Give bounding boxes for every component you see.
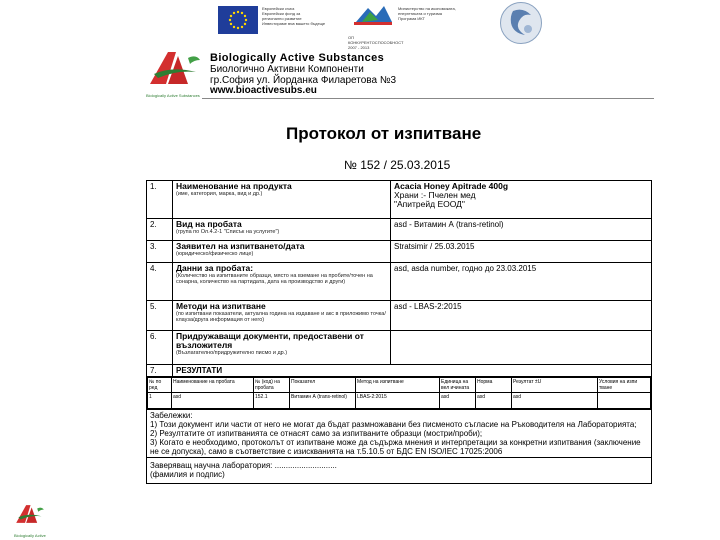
row-label: Методи на изпитване xyxy=(176,301,266,311)
company-name-en: Biologically Active Substances xyxy=(210,52,385,64)
lab-row xyxy=(147,458,652,484)
sample-data: asd, asda number, годно до 23.03.2015 xyxy=(391,263,652,301)
table-row xyxy=(147,263,652,301)
document-number: № 152 / 25.03.2015 xyxy=(344,158,451,172)
results-table xyxy=(147,377,651,409)
cell: asd xyxy=(512,393,598,409)
cell: asd xyxy=(476,393,512,409)
product-name: Acacia Honey Apitrade 400g xyxy=(394,181,509,191)
applicant: Stratsimir / 25.03.2015 xyxy=(391,241,652,263)
row-label: Заявител на изпитването/дата xyxy=(176,241,305,251)
note-line: 1) Този документ или части от него не могат да бъдат размножавани без писменото съгласие на Ръководителя на Лабораторията; xyxy=(150,420,637,429)
row-label: Наименование на продукта xyxy=(176,181,292,191)
results-table-row xyxy=(147,377,652,410)
row-number: 2. xyxy=(147,219,173,241)
row-sublabel: (име, категория, марка, вид и др.) xyxy=(176,191,263,197)
cell: asd xyxy=(172,393,254,409)
row-sublabel: (юридическо/физическо лице) xyxy=(176,251,254,257)
eu-flag-logo xyxy=(218,6,258,34)
col-header: № по ред xyxy=(148,378,172,393)
ict-program-logo xyxy=(500,2,542,44)
results-container xyxy=(147,377,652,410)
notes xyxy=(147,410,652,458)
row-sublabel: (по изпитвани показатели, актуална година на издаване и акс в приложимо точка/клауза/друга информация от него) xyxy=(176,311,386,323)
table-row xyxy=(147,241,652,263)
company-address: гр.София ул. Йорданка Филаретова №3 xyxy=(210,75,397,86)
note-line: 2) Резултатите от изпитванията се отнасят само за изпитваните образци (мостри/проби); xyxy=(150,429,483,438)
row-number: 5. xyxy=(147,301,173,331)
col-header: Условия на изпи тване xyxy=(598,378,651,393)
product-company: "Апитрейд ЕООД" xyxy=(394,199,465,209)
results-header-row xyxy=(147,365,652,377)
row-label: Вид на пробата xyxy=(176,219,242,229)
test-method: asd - LBAS-2:2015 xyxy=(391,301,652,331)
accompanying-docs xyxy=(391,331,652,365)
lab-line: Заверяващ научна лаборатория: ............................ xyxy=(150,461,337,470)
row-sublabel: (Количество на изпитваните образци, място на вземане на пробите/точен на сонарна, количество на партидата, дата на производство и други) xyxy=(176,273,373,285)
row-value-cell xyxy=(391,181,652,219)
sample-type: asd - Витамин А (trans-retinol) xyxy=(391,219,652,241)
cell: 1 xyxy=(148,393,172,409)
table-row xyxy=(147,181,652,219)
col-header: № (код) на пробата xyxy=(254,378,290,393)
row-label-cell xyxy=(173,219,391,241)
lab-signature-caption: (фамилия и подпис) xyxy=(150,470,225,479)
company-logo-caption: Biologically Active Substances xyxy=(146,93,200,98)
row-number: 3. xyxy=(147,241,173,263)
row-label-cell xyxy=(173,331,391,365)
company-name-bg: Биологично Активни Компоненти xyxy=(210,64,364,75)
header-divider xyxy=(202,98,654,99)
col-header: Наименование на пробата xyxy=(172,378,254,393)
row-sublabel: (Възлагателно/придружително писмо и др.) xyxy=(176,350,288,356)
row-label: Придружаващи документи, предоставени от възложителя xyxy=(176,331,364,350)
cell: asd xyxy=(440,393,476,409)
row-number: 1. xyxy=(147,181,173,219)
col-header: Норма xyxy=(476,378,512,393)
row-label-cell xyxy=(173,181,391,219)
footer-logo xyxy=(14,500,46,536)
ministry-caption: Министерство на икономиката, енергетиката и туризма Програма ИКТ xyxy=(398,6,456,21)
company-website[interactable]: www.bioactivesubs.eu xyxy=(210,85,317,96)
cell: LBAS-2:2015 xyxy=(356,393,440,409)
protocol-table xyxy=(146,180,652,484)
cell: 152.1 xyxy=(254,393,290,409)
row-label-cell xyxy=(173,241,391,263)
eu-caption: Европейски съюз Европейски фонд за регионално развитие Инвестираме във вашето бъдеще xyxy=(262,6,326,26)
cell: Витамин А (trans-retinol) xyxy=(290,393,356,409)
row-number: 4. xyxy=(147,263,173,301)
table-row xyxy=(147,331,652,365)
col-header: Единица на вел ичината xyxy=(440,378,476,393)
col-header: Показател xyxy=(290,378,356,393)
product-category: Храни :- Пчелен мед xyxy=(394,190,476,200)
notes-row xyxy=(147,410,652,458)
results-title: РЕЗУЛТАТИ xyxy=(173,365,652,377)
lab-signature xyxy=(147,458,652,484)
competitiveness-program-logo: ОП КОНКУРЕНТОСПОСОБНОСТ 2007 - 2013 xyxy=(348,2,398,42)
note-line: 3) Когато е необходимо, протоколът от изпитване може да съдържа мнения и интерпретации за конкретни изпитвания (заключение не се допуска), само в съответствие с изискванията на т.5.10.5 от БДС EN ISO/IEC 17025:2006 xyxy=(150,438,641,456)
table-row xyxy=(147,301,652,331)
row-label-cell xyxy=(173,301,391,331)
company-logo xyxy=(146,48,204,96)
row-label-cell xyxy=(173,263,391,301)
cell xyxy=(598,393,651,409)
col-header: Резултат ±U xyxy=(512,378,598,393)
table-row xyxy=(148,393,651,409)
row-sublabel: (група по Ол.4.2-1 "Списък на услугите") xyxy=(176,229,280,235)
row-label: Данни за пробата: xyxy=(176,263,254,273)
results-header xyxy=(148,378,651,393)
notes-title: Забележки: xyxy=(150,411,193,420)
row-number: 7. xyxy=(147,365,173,377)
col-header: Метод на изпитване xyxy=(356,378,440,393)
table-row xyxy=(147,219,652,241)
row-number: 6. xyxy=(147,331,173,365)
document-title: Протокол от изпитване xyxy=(286,124,482,143)
footer-logo-caption: Biologically Active xyxy=(14,533,46,538)
